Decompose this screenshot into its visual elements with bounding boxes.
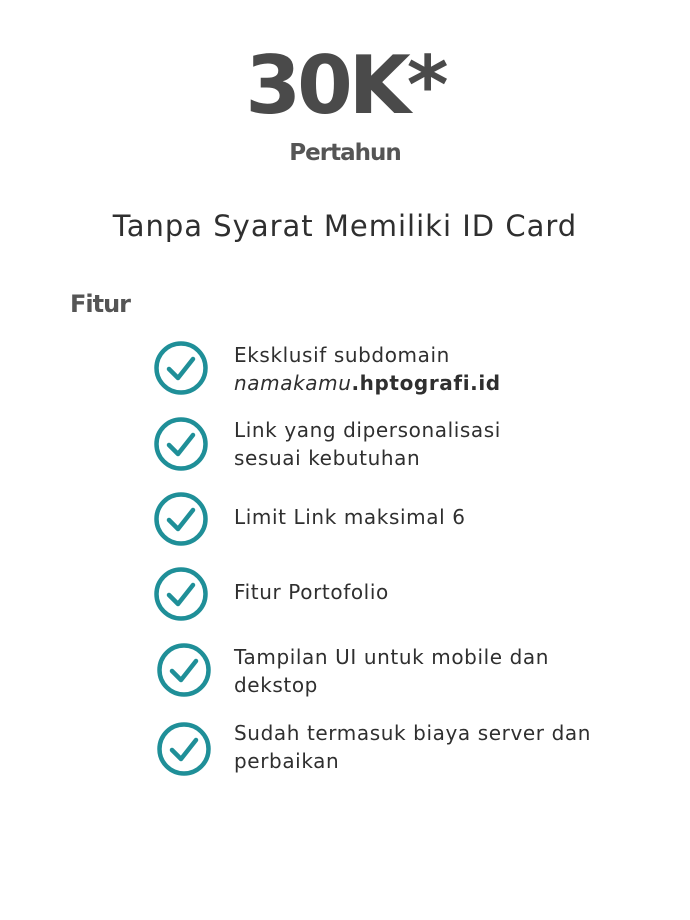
feature-line: Fitur Portofolio xyxy=(234,580,389,604)
feature-line: dekstop xyxy=(234,673,318,697)
feature-line: perbaikan xyxy=(234,749,340,773)
check-circle-icon xyxy=(156,721,212,777)
check-circle-icon xyxy=(153,340,209,396)
feature-line: Sudah termasuk biaya server dan xyxy=(234,721,591,745)
feature-text xyxy=(234,416,634,472)
tagline: Tanpa Syarat Memiliki ID Card xyxy=(112,209,578,243)
subdomain-placeholder: namakamu xyxy=(234,371,352,395)
features-heading: Fitur xyxy=(70,290,131,318)
feature-line: Limit Link maksimal 6 xyxy=(234,505,466,529)
subdomain-domain: .hptografi.id xyxy=(351,371,501,395)
check-circle-icon xyxy=(153,491,209,547)
feature-text xyxy=(234,643,634,699)
check-circle-icon xyxy=(153,566,209,622)
feature-text xyxy=(234,341,634,397)
feature-text xyxy=(234,503,634,531)
feature-line: sesuai kebutuhan xyxy=(234,446,421,470)
check-circle-icon xyxy=(156,642,212,698)
check-circle-icon xyxy=(153,416,209,472)
feature-text xyxy=(234,719,634,775)
feature-line: Eksklusif subdomain xyxy=(234,343,450,367)
price-label: 30K* xyxy=(245,39,445,132)
period-label: Pertahun xyxy=(289,140,401,166)
feature-line: Link yang dipersonalisasi xyxy=(234,418,501,442)
feature-text xyxy=(234,578,634,606)
feature-line xyxy=(234,369,634,397)
feature-line: Tampilan UI untuk mobile dan xyxy=(234,645,550,669)
